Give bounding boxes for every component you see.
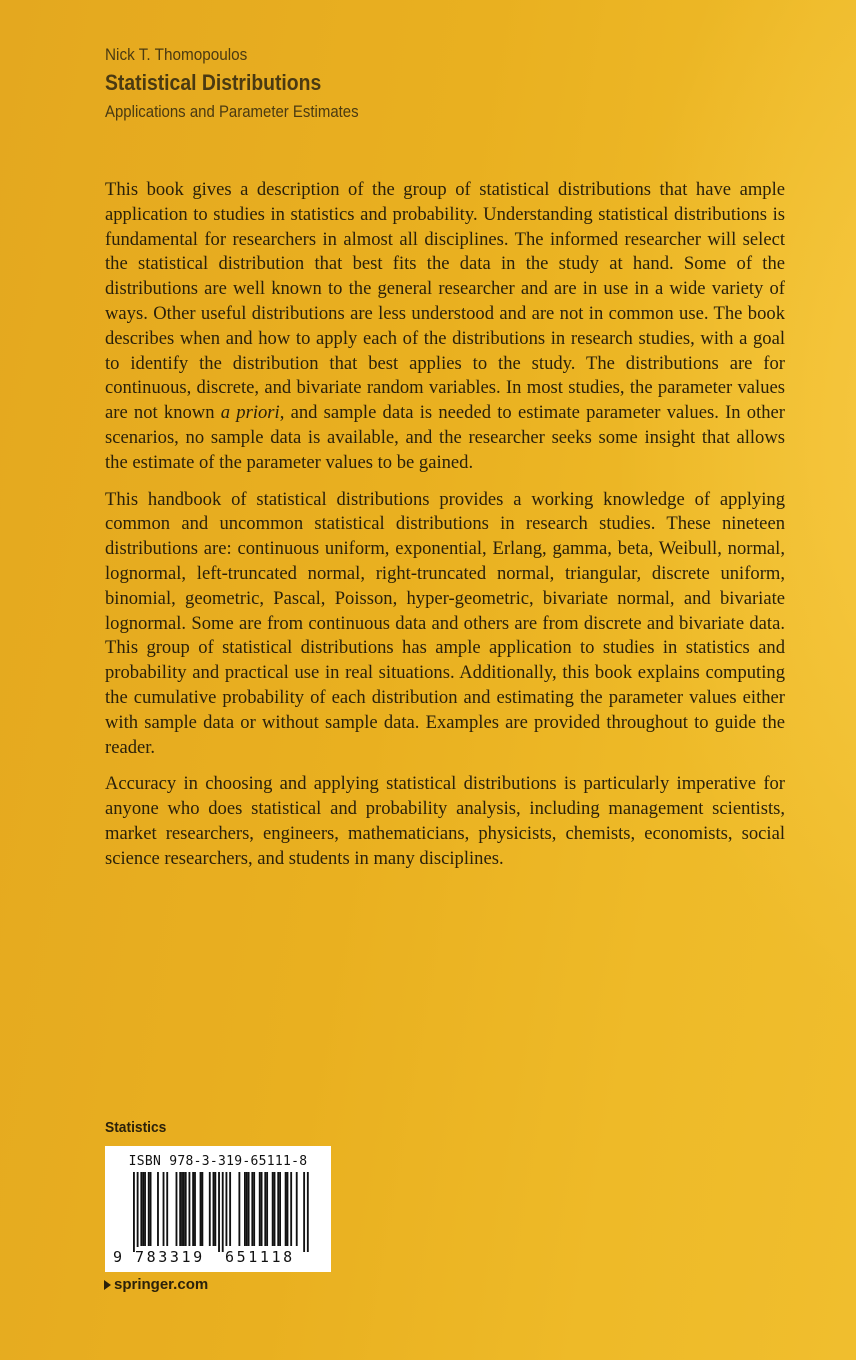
barcode-bar	[166, 1172, 168, 1246]
isbn-label: ISBN 978-3-319-65111-8	[128, 1154, 308, 1169]
book-subtitle: Applications and Parameter Estimates	[105, 102, 359, 121]
barcode-bar	[246, 1172, 248, 1246]
barcode-bar	[238, 1172, 240, 1246]
barcode-bar	[192, 1172, 194, 1246]
author-name: Nick T. Thomopoulos	[105, 45, 248, 64]
book-description	[105, 178, 785, 884]
barcode-right-digits: 651118	[225, 1248, 295, 1266]
description-paragraph-3: Accuracy in choosing and applying statistical distributions is particularly imperative for anyone who does statistical and probability analysis, including management scientists, market researchers, engineers, mathematicians, physicists, chemists, economists, social science researchers, and students in many disciplines.	[105, 773, 785, 869]
barcode-bar	[296, 1172, 298, 1246]
barcode-bar	[201, 1172, 203, 1246]
barcode-bar	[200, 1172, 202, 1246]
barcode-bar	[179, 1172, 181, 1246]
barcode-digits	[105, 1247, 331, 1269]
description-paragraph-2: This handbook of statistical distributions provides a working knowledge of applying common and uncommon statistical distributions in research studies. These nineteen distributions are: continuous uniform, exponential, Erlang, gamma, beta, Weibull, normal, lognormal, left-truncated normal, right-truncated normal, triangular, discrete uniform, binomial, geometric, Pascal, Poisson, hyper-geometric, bivariate normal, and bivariate lognormal. Some are from continuous data and others are from discrete and bivariate data. This group of statistical distributions has ample application to studies in statistics and probability and practical use in real situations. Additionally, this book explains computing the cumulative probability of each distribution and estimating the parameter values either with sample data or without sample data. Examples are provided throughout to guide the reader.	[105, 488, 785, 758]
barcode-bar	[303, 1172, 305, 1252]
barcode-bar	[209, 1172, 211, 1246]
isbn-barcode	[105, 1146, 331, 1272]
barcode-bar	[253, 1172, 255, 1246]
book-title: Statistical Distributions	[105, 70, 322, 95]
barcode-bar	[183, 1172, 185, 1246]
barcode-bars	[105, 1172, 331, 1252]
barcode-bar	[222, 1172, 224, 1252]
barcode-bar	[163, 1172, 165, 1246]
barcode-bar	[259, 1172, 261, 1246]
subject-category: Statistics	[105, 1119, 167, 1136]
barcode-bar	[137, 1172, 139, 1252]
barcode-bar	[264, 1172, 266, 1246]
barcode-bar	[133, 1172, 135, 1252]
barcode-left-digits: 783319	[135, 1248, 205, 1266]
barcode-bar	[277, 1172, 279, 1246]
barcode-bar	[307, 1172, 309, 1252]
barcode-bar	[272, 1172, 274, 1246]
barcode-bar	[181, 1172, 183, 1246]
publisher-website[interactable]: springer.com	[114, 1276, 209, 1293]
barcode-bar	[150, 1172, 152, 1246]
p1-italic-term: a priori	[220, 402, 280, 424]
barcode-bar	[189, 1172, 191, 1246]
publisher-link[interactable]	[104, 1276, 208, 1293]
barcode-bar	[144, 1172, 146, 1246]
barcode-bar	[229, 1172, 231, 1246]
barcode-bar	[287, 1172, 289, 1246]
barcode-bar	[251, 1172, 253, 1246]
barcode-bar	[218, 1172, 220, 1252]
barcode-bar	[274, 1172, 276, 1246]
barcode-bar	[226, 1172, 228, 1246]
barcode-bar	[214, 1172, 216, 1246]
barcode-bar	[261, 1172, 263, 1246]
barcode-bar	[142, 1172, 144, 1246]
barcode-bar	[266, 1172, 268, 1246]
barcode-bar	[279, 1172, 281, 1246]
p1-text-end: , and sample data is needed to estimate parameter values. In other scenarios, no sample data is available, and the researcher seeks some insight that allows the estimate of the parameter values to be gained.	[105, 402, 785, 473]
barcode-bar	[290, 1172, 292, 1246]
description-paragraph-1	[105, 178, 785, 476]
p1-text-start: This book gives a description of the group of statistical distributions that have ample application to studies in statistics and probability. Understanding statistical distributions is fundamental for researchers in almost all disciplines. The informed researcher will select the statistical distribution that best fits the data in the study at hand. Some of the distributions are well known to the general researcher and are in use in a wide variety of ways. Other useful distributions are less understood and are not in common use. The book describes when and how to apply each of the distributions in research studies, with a goal to identify the distribution that best applies to the study. The distributions are for continuous, discrete, and bivariate random variables. In most studies, the parameter values are not known	[105, 179, 785, 424]
barcode-bar	[285, 1172, 287, 1246]
barcode-bar	[157, 1172, 159, 1246]
barcode-bar	[185, 1172, 187, 1246]
barcode-bar	[140, 1172, 142, 1246]
barcode-bar	[213, 1172, 215, 1246]
barcode-bar	[194, 1172, 196, 1246]
book-header	[105, 44, 805, 124]
barcode-bar	[244, 1172, 246, 1246]
barcode-bar	[176, 1172, 178, 1246]
barcode-bar	[148, 1172, 150, 1246]
arrow-right-icon	[104, 1280, 111, 1290]
barcode-bar	[248, 1172, 250, 1246]
barcode-first-digit: 9	[113, 1248, 125, 1266]
